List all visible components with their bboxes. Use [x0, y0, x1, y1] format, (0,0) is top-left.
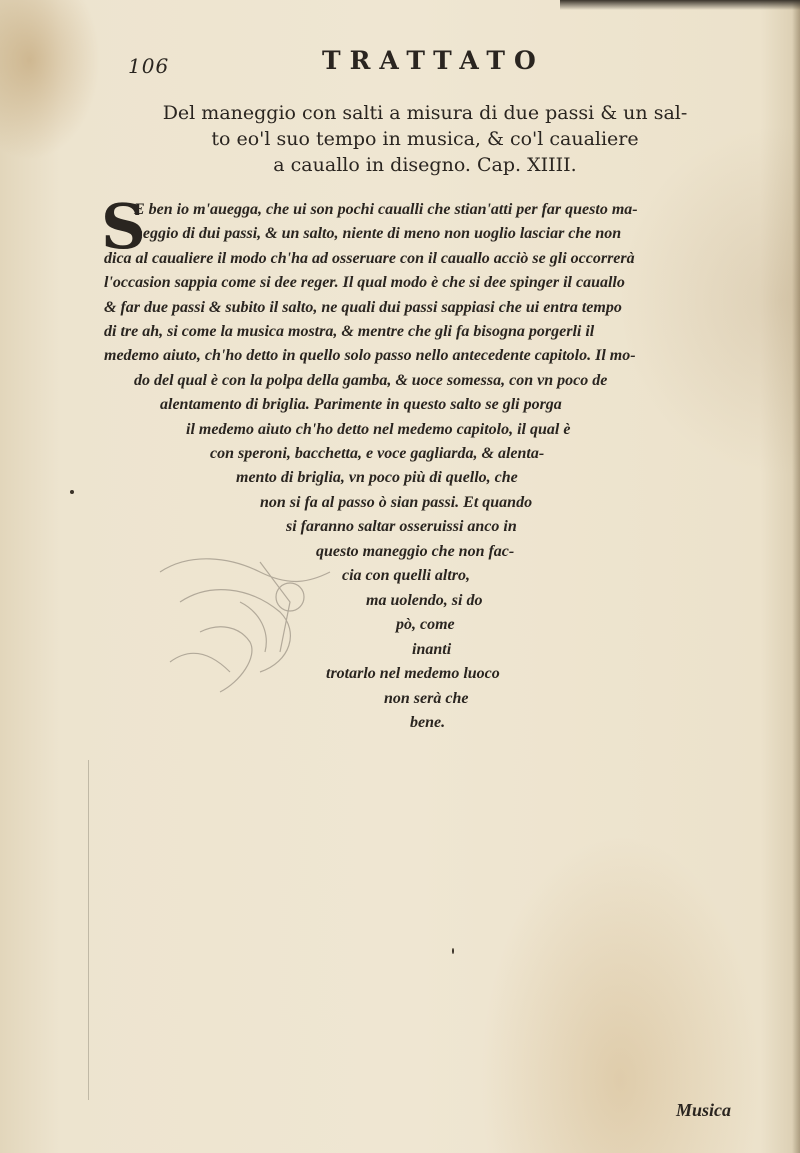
- text-line: con speroni, bacchetta, e voce gagliarda, & alenta-: [210, 445, 545, 462]
- text-line: mento di briglia, vn poco più di quello, che: [236, 469, 518, 486]
- ink-speck: [452, 948, 454, 954]
- text-line: medemo aiuto, ch'ho detto in quello solo passo nello antecedente capitolo. Il mo-: [104, 347, 636, 364]
- text-line: & far due passi & subito il salto, ne quali dui passi sappiasi che ui entra tempo: [104, 299, 622, 316]
- text-line: l'occasion sappia come si dee reger. Il qual modo è che si dee spinger il cauallo: [104, 274, 625, 291]
- page-number: 106: [128, 54, 170, 78]
- text-line: il medemo aiuto ch'ho detto nel medemo capitolo, il qual è: [186, 421, 571, 438]
- ink-speck: [70, 490, 74, 494]
- text-line: si faranno saltar osseruissi anco in: [286, 518, 517, 535]
- text-line: non serà che: [384, 690, 469, 707]
- text-line: di tre ah, si come la musica mostra, & mentre che gli fa bisogna porgerli il: [104, 323, 595, 340]
- text-line: trotarlo nel medemo luoco: [326, 665, 500, 682]
- text-line: E ben io m'auegga, che ui son pochi caualli che stian'atti per far questo ma-: [134, 201, 638, 218]
- text-line: cia con quelli altro,: [342, 567, 470, 584]
- text-line: do del qual è con la polpa della gamba, & uoce somessa, con vn poco de: [134, 372, 608, 389]
- text-line: alentamento di briglia. Parimente in questo salto se gli porga: [160, 396, 562, 413]
- text-line: questo maneggio che non fac-: [316, 543, 515, 560]
- running-head: TRATTATO: [322, 46, 545, 75]
- chapter-heading-line: Del maneggio con salti a misura di due passi & un sal-: [162, 102, 688, 124]
- ruled-line: [88, 760, 89, 1100]
- chapter-heading: [150, 100, 700, 178]
- chapter-heading-line: a cauallo in disegno. Cap. XIIII.: [273, 154, 577, 176]
- text-line: non si fa al passo ò sian passi. Et quando: [260, 494, 533, 511]
- page-edge-shadow: [792, 0, 800, 1153]
- catchword: Musica: [676, 1100, 732, 1120]
- text-line: pò, come: [396, 616, 455, 633]
- text-line: ma uolendo, si do: [366, 592, 483, 609]
- page-top-edge: [560, 0, 800, 10]
- text-line: bene.: [410, 714, 446, 731]
- text-line: neggio di dui passi, & un salto, niente di meno non uoglio lasciar che non: [134, 225, 622, 242]
- drop-cap: S: [101, 190, 146, 263]
- chapter-heading-line: to eo'l suo tempo in musica, & co'l caualiere: [211, 128, 639, 150]
- bleed-through-illustration: [140, 542, 350, 712]
- text-line: inanti: [412, 641, 452, 658]
- text-line: dica al caualiere il modo ch'ha ad osseruare con il cauallo acciò se gli occorrerà: [104, 250, 635, 267]
